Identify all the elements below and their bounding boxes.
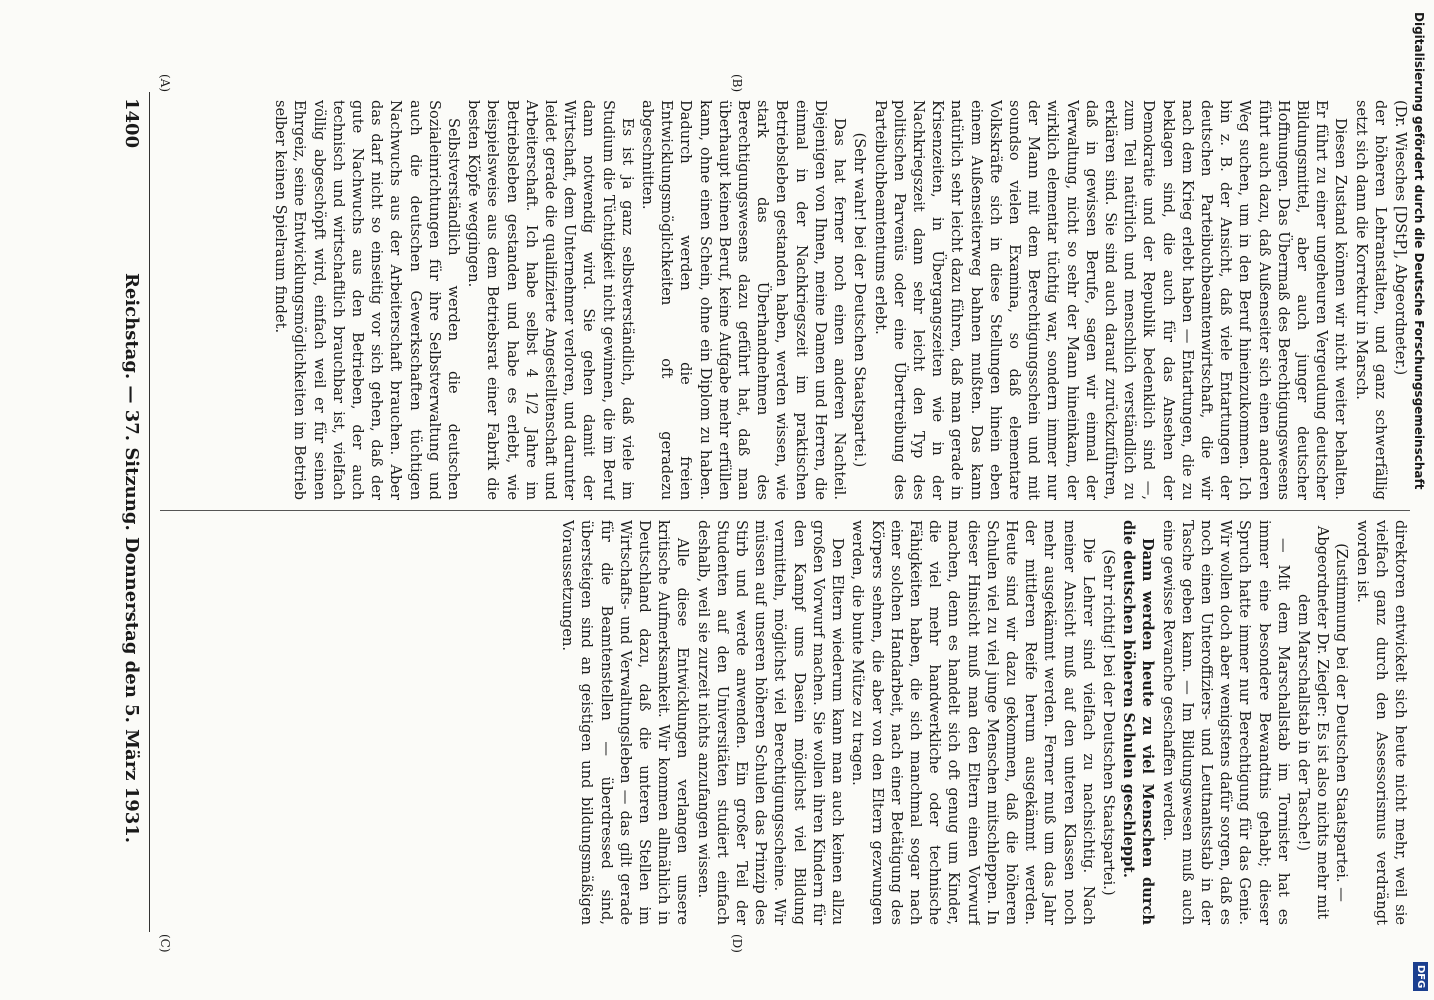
paragraph: — Mit dem Marschallstab im Tornister hat es immer eine besondere Bewandtnis gehabt; dieser Spruch hatte immer nur Berechtigung für das Genie. Wir wollen doch aber wenigstens dafür sorgen, daß es noch einen Unteroffiziers- und Leutnantsstab in der Tasche geben kann. — Im Bildungswesen muß auch eine gewisse Revanche geschaffen werden.	[1159, 520, 1292, 925]
paragraph: Diesen Zustand können wir nicht weiter behalten. Er führt zu einer ungeheuren Vergeudung deutscher Bildungsmittel, aber auch junger deutscher Hoffnungen. Das Übermaß des Berechtigungswesens führt auch dazu, daß Außenseiter sich einen anderen Weg suchen, um in den Beruf hineinzukommen. Ich bin z. B. der Ansicht, daß viele Entartungen der deutschen Parteibuchbeamtenwirtschaft, die wir nach dem Krieg erlebt haben — Entartungen, die zu beklagen sind, die auch für das Ansehen der Demokratie und der Republik bedenklich sind —, zum Teil natürlich und menschlich verständlich zu erklären sind. Sie sind auch darauf zurückzuführen, daß in gewissen Berufe, sagen wir einmal der Verwaltung, nicht so sehr der Mann hineinkam, der wirklich elementar tüchtig war, sondern immer nur der Mann mit dem Berechtigungsschein und mit soundso vielen Examina, so daß elementare Volkskräfte sich in diese Stellungen hinein eben einem Außenseiterweg bahnen mußten. Das kann natürlich sehr leicht dazu führen, daß man gerade in Krisenzeiten, in Übergangszeiten wie in der Nachkriegszeit dann sehr leicht den Typ des politischen Parvenüs oder eine Übertreibung des Parteibuchbeamtentums erlebt.	[871, 100, 1350, 500]
margin-marker-d: (D)	[730, 934, 744, 953]
running-head	[114, 98, 142, 928]
margin-marker-a: (A)	[158, 74, 172, 93]
credit-text: Digitalisierung gefördert durch die Deutsche Forschungsgemeinschaft	[1412, 12, 1426, 490]
interjection: (Sehr richtig! bei der Deutschen Staatspartei.)	[1099, 549, 1117, 896]
speaker-line: (Dr. Wiesches [DStP], Abgeordneter.)	[1392, 100, 1409, 376]
paragraph: Das hat ferner noch einen anderen Nachteil. Diejenigen von Ihnen, meine Damen und Herren, die einmal in der Nachkriegszeit im praktischen Betriebsleben gestanden haben, werden wissen, wie stark das Überhandnehmen des Berechtigungswesens dazu geführt hat, daß man überhaupt keinen Beruf, keine Aufgabe mehr erfüllen kann, ohne einen Schein, ohne ein Diplom zu haben. Dadurch werden die freien Entwicklungsmöglichkeiten oft geradezu abgeschnitten.	[639, 100, 849, 500]
column-divider	[160, 510, 1410, 511]
paragraph: Selbstverständlich werden die deutschen Sozialeinrichtungen für ihre Selbstverwaltung und auch die deutschen Gewerkschaften tüchtigen Nachwuchs aus der Arbeiterschaft brauchen. Aber das darf nicht so einseitig vor sich gehen, daß der gute Nachwuchs aus den Betrieben, der auch technisch und wirtschaftlich brauchbar ist, vielfach völlig abgeschöpft wird, einfach weil er für seinen Ehrgeiz, seine Entwicklungsmöglichkeiten im Betrieb selber keinen Spielraum findet.	[272, 100, 463, 500]
paragraph: der höheren Lehranstalten, und ganz schwerfällig setzt sich dann die Korrektur in Marsch.	[1352, 100, 1389, 500]
paragraph: direktoren entwickelt sich heute nicht mehr, weil sie vielfach ganz durch den Assessorismus verdrängt worden ist.	[1353, 520, 1409, 925]
margin-marker-b: (B)	[730, 74, 744, 93]
paragraph: Es ist ja ganz selbstverständlich, daß viele im Studium die Tüchtigkeit nicht gewinnen, die im Beruf dann notwendig wird. Sie gehen damit der Wirtschaft, dem Unternehmer verloren, und darunter leidet gerade die qualifizierte Angestelltenschaft und Arbeiterschaft. Ich habe selbst 4 1/2 Jahre im Betriebsleben gestanden und habe es erlebt, wie beispielsweise aus dem Betriebsrat einer Fabrik die besten Köpfe weggingen.	[465, 100, 636, 500]
paragraph: Dann werden heute zu viel Menschen durch die deutschen höheren Schulen geschleppt.	[1120, 520, 1157, 925]
page-number: 1400	[121, 98, 142, 149]
header-rule	[149, 92, 150, 932]
dfg-logo: DFG	[1413, 962, 1428, 991]
right-column	[160, 520, 1410, 925]
page-title: Reichstag. — 37. Sitzung. Donnerstag den 5. März 1931.	[121, 272, 142, 844]
interjection: (Sehr wahr! bei der Deutschen Staatspartei.)	[851, 132, 869, 468]
interjection: (Zustimmung bei der Deutschen Staatspartei. — Abgeordneter Dr. Ziegler: Es ist also nichts mehr mit dem Marschallstab in der Tasche!)	[1294, 525, 1351, 920]
left-column	[160, 100, 1410, 500]
paragraph: Den Eltern wiederum kann man auch keinen allzu großen Vorwurf machen. Sie wollen ihren Kindern für den Kampf ums Dasein möglichst viel Bildung vermitteln, möglichst viel Berechtigungsscheine. Wir müssen auf unseren höheren Schulen das Prinzip des Stirb und werde anwenden. Ein großer Teil der Studenten auf den Universitäten studiert einfach deshalb, weil sie zurzeit nichts anzufangen wissen.	[694, 520, 847, 925]
paragraph: Alle diese Entwicklungen verlangen unsere kritische Aufmerksamkeit. Wir kommen allmählich in Deutschland dazu, daß die unteren Stellen im Wirtschafts- und Verwaltungsleben — das gilt gerade für die Beamtenstellen — überdressed sind, übersteigen sind an geistigen und bildungsmäßigen Voraussetzungen.	[559, 520, 692, 925]
digitization-credit	[1406, 0, 1428, 1000]
margin-marker-c: (C)	[158, 934, 172, 953]
paragraph: Die Lehrer sind vielfach zu nachsichtig. Nach meiner Ansicht muß auf den unteren Klassen noch mehr ausgekämmt werden. Ferner muß um das Jahr der mittleren Reife herum ausgekämmt werden. Heute sind wir dazu gekommen, daß die höheren Schulen viel zu viel junge Menschen mitschleppen. In dieser Hinsicht muß man den Eltern einen Vorwurf machen, denn es handelt sich oft genug um Kinder, die viel mehr handwerkliche oder technische Fähigkeiten haben, die sich manchmal sogar nach einer solchen Handarbeit, nach einer Betätigung des Körpers sehnen, die aber von den Eltern gezwungen werden, die bunte Mütze zu tragen.	[849, 520, 1097, 925]
